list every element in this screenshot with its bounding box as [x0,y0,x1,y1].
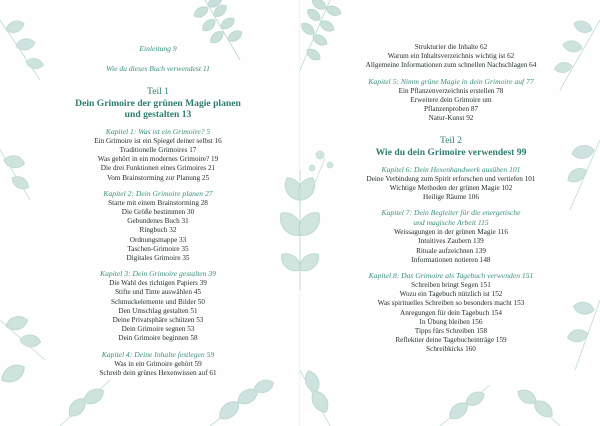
toc-entry: Ringbuch 32 [139,226,177,235]
toc-entry: Die Wahl des richtigen Papiers 39 [109,279,207,288]
toc-entry: Erweitere dein Grimoire um [410,95,492,104]
toc-entry: Ein Pflanzenverzeichnis erstellen 78 [398,86,504,95]
toc-entry: Stifte und Tinte auswählen 45 [115,288,201,297]
toc-chapter-heading: Kapitel 4: Deine Inhalte festlegen 59 [101,349,215,359]
toc-part-heading: Wie du dein Grimoire verwendest 99 [375,147,527,159]
toc-part-heading: Dein Grimoire der grünen Magie planen [75,97,241,109]
toc-entry: Pflanzenproben 87 [423,105,479,114]
toc-chapter-heading: Wie du dieses Buch verwendest 11 [106,64,210,73]
toc-entry: Rituale aufzeichnen 139 [416,246,486,255]
toc-entry: Warum ein Inhaltsverzeichnis wichtig ist 62 [387,52,515,61]
toc-entry: Informationen notieren 148 [411,255,491,264]
toc-entry: Anregungen für dein Tagebuch 154 [400,308,502,317]
toc-entry: Digitales Grimoire 35 [126,254,190,263]
toc-part-heading: und gestalten 13 [124,109,192,121]
toc-entry: Weissagungen in der grünen Magie 116 [394,228,508,237]
toc-entry: Reflektier deine Tagebucheinträge 159 [395,336,507,345]
toc-entry: Ein Grimoire ist ein Spiegel deiner selbst 16 [94,136,222,145]
toc-chapter-heading: Einleitung 9 [139,44,177,53]
plant-illustration-center [275,151,333,290]
toc-chapter-heading: Kapitel 8: Das Grimoire als Tagebuch verwenden 151 [368,271,534,281]
toc-spacer [58,54,258,64]
toc-entry: Den Umschlag gestalten 51 [118,306,198,315]
toc-part-number: Teil 2 [440,135,462,147]
toc-entry: Schreib dein grünes Hexenwissen auf 61 [99,368,217,377]
toc-entry: Ordnungsmappe 33 [129,235,187,244]
toc-entry: Taschen-Grimoire 35 [127,244,189,253]
toc-entry: Schreibkicks 160 [426,345,476,354]
toc-entry: In Übung bleiben 156 [419,317,483,326]
toc-entry: Allgemeine Informationen zum schnellen Nachschlagen 64 [365,61,537,70]
toc-part-number: Teil 1 [147,86,169,97]
toc-spacer [58,74,258,86]
toc-entry: Was spirituelles Schreiben so besonders macht 153 [377,299,525,308]
toc-chapter-heading: Kapitel 3: Dein Grimoire gestalten 39 [100,269,216,279]
toc-chapter-heading: Kapitel 6: Dein Hexenhandwerk ausüben 101 [381,164,521,174]
toc-entry: Dein Grimoire beginnen 58 [118,334,198,343]
toc-chapter-heading: Kapitel 1: Was ist ein Grimoire? 5 [105,126,211,136]
toc-entry: Schreiben bringt Segen 151 [411,281,491,290]
toc-entry: Deine Privatsphäre schützen 53 [112,316,204,325]
page-gutter [299,0,301,426]
toc-entry: Was in ein Grimoire gehört 59 [114,359,202,368]
toc-chapter-heading: Kapitel 2: Dein Grimoire planen 27 [103,188,213,198]
toc-entry: Traditionelle Grimoires 17 [119,145,197,154]
toc-entry: Wichtige Methoden der grünen Magie 102 [389,183,513,192]
toc-chapter-heading: Kapitel 5: Nimm grüne Magie in dein Grimoire auf 77 [368,76,534,86]
toc-right-page [340,43,562,355]
toc-entry: Wozu ein Tagebuch nützlich ist 152 [399,290,503,299]
toc-entry: Natur-Kunst 92 [428,114,474,123]
toc-entry: Deine Verbindung zum Spirit erforschen und vertiefen 101 [366,174,536,183]
toc-entry: Die Größe bestimmen 30 [121,208,195,216]
fern-illustration-top-right [299,0,343,70]
toc-entry: Gebundenes Buch 31 [127,217,189,226]
toc-left-page [58,44,258,378]
toc-chapter-heading: und magische Arbeit 115 [413,218,489,228]
toc-entry: Tipps fürs Schreiben 158 [414,327,488,336]
toc-entry: Intuitives Zaubern 139 [418,237,484,246]
toc-chapter-heading: Kapitel 7: Dein Begleiter für die energetische [381,208,521,218]
toc-spacer [340,123,562,135]
toc-entry: Schmuckelemente und Bilder 50 [110,297,205,306]
toc-entry: Strukturier die Inhalte 62 [414,43,488,51]
toc-entry: Vom Brainstorming zur Planung 25 [106,173,210,182]
toc-entry: Heilige Räume 106 [423,193,479,202]
toc-entry: Die drei Funktionen eines Grimoires 21 [100,164,216,173]
branch-illustration-left-edge [0,18,45,386]
toc-entry: Was gehört in ein modernes Grimoire? 19 [97,155,219,164]
toc-entry: Dein Grimoire segnen 53 [121,325,195,334]
toc-entry: Starte mit einem Brainstorming 28 [108,198,208,207]
